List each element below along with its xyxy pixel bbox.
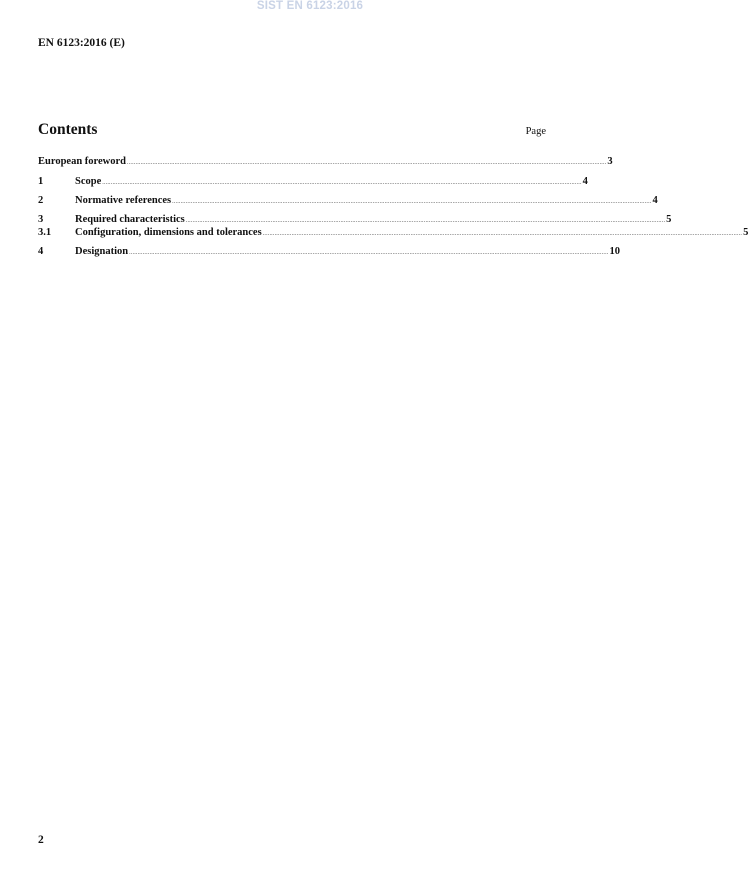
toc-entry-title: Designation: [75, 246, 129, 257]
toc-leader-dots: ..........................................................................................................................................................................................................................................................................................: [262, 231, 743, 237]
toc-entry-designation[interactable]: [38, 246, 620, 258]
toc-leader-dots: ..........................................................................................................................................................................................................................................................................................: [129, 250, 609, 256]
toc-entry-normative-references[interactable]: [38, 195, 658, 207]
toc-entry-foreword[interactable]: [38, 156, 613, 168]
toc-entry-page: 10: [609, 246, 620, 257]
toc-entry-scope[interactable]: [38, 176, 588, 188]
contents-title: Contents: [38, 121, 98, 138]
toc-entry-title: Normative references: [75, 195, 172, 206]
toc-leader-dots: ..........................................................................................................................................................................................................................................................................................: [185, 218, 666, 224]
toc-entry-page: 4: [582, 176, 588, 187]
toc-entry-number: 2: [38, 195, 44, 206]
page-number: 2: [38, 834, 44, 846]
toc-entry-title: Scope: [75, 176, 102, 187]
toc-entry-page: 3: [607, 156, 613, 167]
toc-entry-number: 4: [38, 246, 44, 257]
toc-entry-page: 5: [743, 227, 748, 238]
document-id: EN 6123:2016 (E): [38, 37, 125, 49]
toc-entry-page: 4: [652, 195, 658, 206]
toc-entry-title: Configuration, dimensions and tolerances: [75, 227, 262, 238]
toc-leader-dots: ..........................................................................................................................................................................................................................................................................................: [127, 160, 607, 166]
toc-leader-dots: ..........................................................................................................................................................................................................................................................................................: [102, 180, 582, 186]
toc-entry-configuration[interactable]: [38, 227, 748, 239]
toc-leader-dots: ..........................................................................................................................................................................................................................................................................................: [172, 199, 652, 205]
page-column-header: Page: [525, 126, 546, 137]
toc-entry-required-characteristics[interactable]: [38, 214, 672, 226]
toc-entry-number: 3.1: [38, 227, 52, 238]
toc-entry-title: European foreword: [38, 156, 126, 167]
toc-entry-number: 1: [38, 176, 44, 187]
toc-entry-title: Required characteristics: [75, 214, 185, 225]
toc-entry-page: 5: [666, 214, 672, 225]
toc-entry-number: 3: [38, 214, 44, 225]
watermark: SIST EN 6123:2016: [256, 0, 364, 12]
